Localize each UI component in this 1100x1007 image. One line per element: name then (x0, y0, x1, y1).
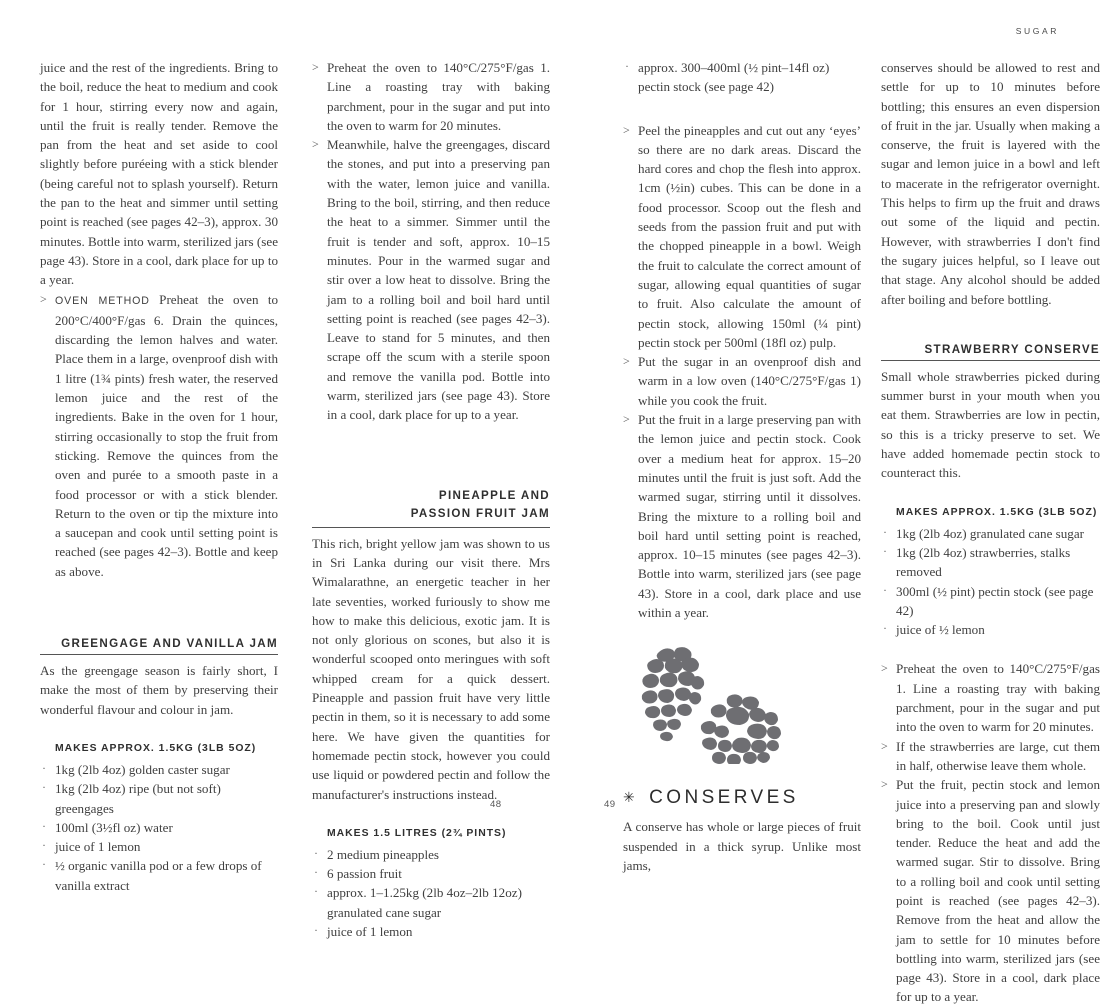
step-marker: > (881, 738, 888, 753)
step-text: Preheat the oven to 140°C/275°F/gas 1. Line a roasting tray with baking parchment, pour in the sugar and put into the oven to warm for 20 minutes. (327, 60, 551, 133)
ingredient-list-pineapple (312, 845, 550, 941)
ingredient-list-strawberry (881, 524, 1100, 640)
makes-line: MAKES APPROX. 1.5KG (3LB 5OZ) (55, 742, 257, 754)
ingredient-text: ½ organic vanilla pod or a few drops of vanilla extract (55, 858, 262, 893)
list-item (40, 837, 278, 856)
list-item (623, 58, 861, 97)
text-column-4 (881, 58, 1100, 1005)
step-marker: > (312, 137, 319, 152)
bullet-icon: · (314, 845, 319, 860)
bullet-icon: · (42, 857, 46, 872)
list-item (881, 543, 1100, 582)
makes-line: MAKES 1.5 LITRES (2¾ PINTS) (327, 827, 507, 839)
ingredient-text: 2 medium pineapples (327, 846, 440, 862)
step-text: Put the fruit in a large preserving pan with the lemon juice and pectin stock. Cook over a medium heat for approx. 15–20 minutes until the fruit is just soft. Add the warmed sugar, stirring until it dissolves. Bring the mixture to a rolling boil and boil hard until setting point is reached, approx. 10–15 minutes (see pages 42–3). Bottle into warm, sterilized jars (see page 43). Store in a cool, dark place and use within a year. (638, 412, 862, 621)
ingredient-text: 6 passion fruit (327, 866, 402, 882)
step-marker: > (312, 60, 319, 74)
step-marker: > (881, 777, 888, 792)
ingredient-text: 1kg (2lb 4oz) golden caster sugar (55, 761, 230, 777)
ingredient-text: juice of ½ lemon (896, 622, 985, 638)
step-marker: > (881, 661, 888, 676)
step-text: Peel the pineapples and cut out any ‘eyes’ so there are no dark areas. Discard the hard cores and chop the flesh into approx. 1cm (½in) cubes. This can be done in a food processor. Scoop out the flesh and seeds from the passion fruit and put with the chopped pineapple in a bowl. Weigh the fruit to calculate the correct amount of sugar, allowing equal quantities of sugar to fruit. Also calculate the amount of pectin stock, allowing 150ml (¼ pint) pectin stock per 500ml (18fl oz) pulp. (638, 122, 862, 350)
recipe-heading-greengage: GREENGAGE AND VANILLA JAM (40, 637, 278, 655)
step-item (40, 290, 278, 581)
step-item (881, 737, 1100, 776)
list-item (881, 620, 1100, 639)
ingredient-text: 1kg (2lb 4oz) strawberries, stalks removed (896, 544, 1071, 580)
step-marker: > (623, 412, 630, 427)
ingredient-text: 1kg (2lb 4oz) ripe (but not soft) greengages (55, 781, 221, 816)
bullet-icon: · (42, 780, 46, 795)
bullet-icon: · (883, 543, 888, 558)
text-column-3 (623, 58, 862, 873)
step-item (623, 121, 861, 353)
strawberry-method-list (881, 659, 1100, 1006)
list-item (312, 883, 550, 922)
bullet-icon: · (883, 582, 888, 597)
step-text: Preheat the oven to 140°C/275°F/gas 1. Line a roasting tray with baking parchment, pour in the sugar and put into the oven to warm for 20 minutes. (896, 661, 1100, 735)
ingredient-list-greengage (40, 760, 278, 895)
text-column-1 (40, 58, 279, 893)
section-intro: A conserve has whole or large pieces of fruit suspended in a thick syrup. Unlike most jams, (623, 819, 862, 873)
step-text: If the strawberries are large, cut them in half, otherwise leave them whole. (896, 738, 1100, 773)
list-item (881, 524, 1100, 543)
page-number-right: 49 (604, 799, 616, 810)
step-marker: > (40, 291, 47, 306)
list-item (40, 760, 278, 779)
list-item (312, 922, 550, 941)
bullet-icon: · (42, 760, 46, 775)
recipe-intro: Small whole strawberries picked during summer burst in your mouth when you eat them. Strawberries are low in pectin, so this is a tricky preserve to set. We have added homemade pectin stock to counteract this. (881, 368, 1100, 481)
ingredient-text: juice of 1 lemon (327, 923, 413, 939)
ingredient-text: 100ml (3½fl oz) water (55, 819, 173, 835)
list-item (312, 864, 550, 883)
running-head: SUGAR (1015, 26, 1059, 36)
list-item (40, 856, 278, 895)
step-item (312, 135, 550, 424)
ingredient-text: 1kg (2lb 4oz) granulated cane sugar (896, 525, 1085, 541)
list-item (312, 845, 550, 864)
continued-paragraph: conserves should be allowed to rest and settle for up to 10 minutes before bottling; this ensures an even dispersion of fruit in the jar. Usually when making a conserve, the fruit is layered with the sugar and lemon juice in a bowl and left to macerate in the refrigerator overnight. This helps to firm up the fruit and draws out some of the liquid and pectin. However, with strawberries I don't find the sugary juices helpful, so I leave out that stage. Any alcohol should be added after boiling and before bottling. (881, 60, 1100, 307)
list-item (40, 779, 278, 818)
bullet-icon: · (314, 884, 319, 899)
step-item (623, 410, 861, 622)
oven-method-text: Preheat the oven to 200°C/400°F/gas 6. Drain the quinces, discarding the lemon halves and water. Place them in a large, ovenproof dish with 1 litre (1¾ pints) fresh water, the reserved lemon juice and the rest of the ingredients. Bake in the oven for 1 hour, stirring occasionally to stop the fruit from sticking. Remove the quinces from the oven and purée to a smooth paste in a food processor or with a stick blender. Return to the oven or tip the mixture into a saucepan and cook until setting point is reached (see pages 42–3). Bottle and keep as above. (55, 291, 279, 579)
ingredient-text: juice of 1 lemon (55, 839, 141, 855)
ingredient-text: 300ml (½ pint) pectin stock (see page 42) (896, 583, 1094, 618)
bullet-icon: · (42, 838, 46, 853)
step-item (623, 352, 861, 410)
continued-paragraph: juice and the rest of the ingredients. Bring to the boil, reduce the heat to medium and cook for 1 hour, stirring every now and again, until the fruit is really tender. Remove the pan from the heat and set aside to cool slightly before puréeing with a stick blender (being careful not to splash yourself). Return the pan to the heat and simmer until setting point is reached (see pages 42–3), approx. 30 minutes. Bottle into warm, sterilized jars (see page 43). Store in a cool, dark place for up to a year. (40, 60, 279, 288)
section-title-conserves (623, 787, 861, 809)
step-text: Put the sugar in an ovenproof dish and warm in a low oven (140°C/275°F/gas 1) while you cook the fruit. (638, 354, 862, 408)
bullet-icon: · (314, 865, 319, 880)
step-marker: > (623, 122, 630, 137)
raspberry-illustration (623, 644, 853, 764)
pineapple-method-list (623, 121, 861, 623)
bullet-icon: · (314, 922, 319, 937)
bullet-icon: · (42, 818, 46, 833)
recipe-intro: This rich, bright yellow jam was shown to us in Sri Lanka during our visit there. Mrs Wimalarathne, an energetic teacher in her late seventies, worked furiously to show me how to make this delicious, exotic jam. It is not only glorious on scones, but also it is wonderful scooped onto meringues with soft whipped cream for a quick dessert. Pineapple and passion fruit have very little pectin in them, so it is necessary to add some here. We have given the quantities for homemade pectin stock, however you could use liquid or powdered pectin and follow the manufacturer's instructions instead. (312, 535, 551, 802)
ingredient-text: approx. 300–400ml (½ pint–14fl oz) pectin stock (see page 42) (638, 60, 830, 95)
step-text: Meanwhile, halve the greengages, discard the stones, and put into a preserving pan with the water, lemon juice and vanilla. Bring to the boil, stirring, and then reduce the heat to a simmer. Simmer until the fruit is tender and soft, approx. 10–15 minutes. Pour in the warmed sugar and stir over a low heat to dissolve. Bring the jam to a rolling boil and boil hard until setting point is reached (see pages 42–3). Leave to stand for 5 minutes, and then scrape off the scum with a sterile spoon and remove the vanilla pod. Bottle into warm, sterilized jars (see page 43). Store in a cool, dark place for up to a year. (327, 137, 551, 423)
star-icon: ✳ (623, 789, 639, 806)
page-number-left: 48 (490, 799, 502, 810)
greengage-method-list (312, 58, 550, 425)
oven-method-label: OVEN METHOD (55, 294, 150, 307)
bullet-icon: · (625, 59, 630, 73)
oven-method-list (40, 290, 278, 581)
recipe-heading-line-2: PASSION FRUIT JAM (410, 506, 551, 520)
recipe-heading-pineapple (312, 487, 550, 528)
recipe-heading-line-1: PINEAPPLE AND (438, 488, 551, 502)
bullet-icon: · (883, 621, 888, 636)
step-marker: > (623, 354, 630, 369)
list-item (881, 582, 1100, 621)
step-item (881, 775, 1100, 1007)
ingredient-list-continued (623, 58, 861, 97)
recipe-intro: As the greengage season is fairly short, I make the most of them by preserving their wonderful flavour and colour in jam. (40, 663, 279, 717)
section-title-label: CONSERVES (649, 787, 799, 809)
step-text: Put the fruit, pectin stock and lemon juice into a preserving pan and slowly bring to the boil. Cook until just tender. Reduce the heat and add the warmed sugar. Stir to dissolve. Bring to a rolling boil and cook until setting point is reached (see pages 42–3). Remove from the heat and allow the jam to settle for 10 minutes before bottling into warm, sterilized jars (see page 43). Store in a cool, dark place for up to a year. (896, 777, 1100, 1005)
bullet-icon: · (883, 524, 888, 539)
list-item (40, 818, 278, 837)
ingredient-text: approx. 1–1.25kg (2lb 4oz–2lb 12oz) granulated cane sugar (327, 885, 522, 920)
step-item (881, 659, 1100, 736)
recipe-heading-strawberry: STRAWBERRY CONSERVE (881, 343, 1100, 361)
step-item (312, 58, 550, 135)
makes-line: MAKES APPROX. 1.5KG (3LB 5OZ) (896, 506, 1098, 518)
